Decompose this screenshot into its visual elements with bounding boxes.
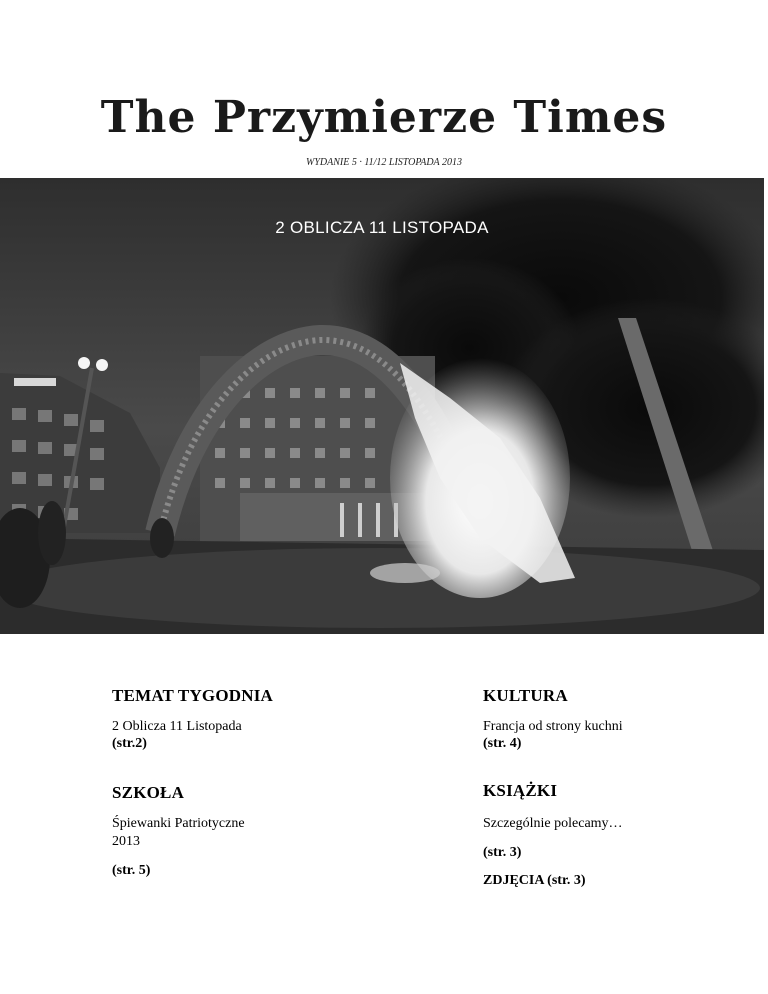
section-title: TEMAT TYGODNIA: [112, 686, 274, 705]
section-text: Francja od strony kuchni: [483, 719, 623, 734]
edition-line: WYDANIE 5 · 11/12 LISTOPADA 2013: [306, 157, 462, 168]
section-ksiazki: [483, 781, 743, 889]
section-temat-tygodnia: [112, 686, 412, 752]
section-text-line-2: 2013: [112, 834, 140, 849]
section-text: Szczególnie polecamy…: [483, 816, 623, 831]
section-title: KULTURA: [483, 686, 568, 705]
zdjecia-reference: ZDJĘCIA (str. 3): [483, 873, 586, 888]
page-reference: (str. 3): [483, 845, 522, 860]
cover-photo: [0, 178, 764, 634]
section-title: KSIĄŻKI: [483, 781, 558, 800]
section-kultura: [483, 686, 743, 752]
section-title: SZKOŁA: [112, 783, 185, 802]
newspaper-masthead: The Przymierze Times: [100, 92, 668, 143]
cover-headline: 2 OBLICZA 11 LISTOPADA: [275, 218, 489, 237]
section-szkola: [112, 783, 412, 879]
page-reference: (str. 5): [112, 863, 151, 878]
section-text: 2 Oblicza 11 Listopada: [112, 719, 242, 734]
section-text-line-1: Śpiewanki Patriotyczne: [112, 816, 245, 831]
page-reference: (str.2): [112, 736, 147, 751]
burning-rainbow-photo: [0, 178, 764, 634]
page-reference: (str. 4): [483, 736, 522, 751]
